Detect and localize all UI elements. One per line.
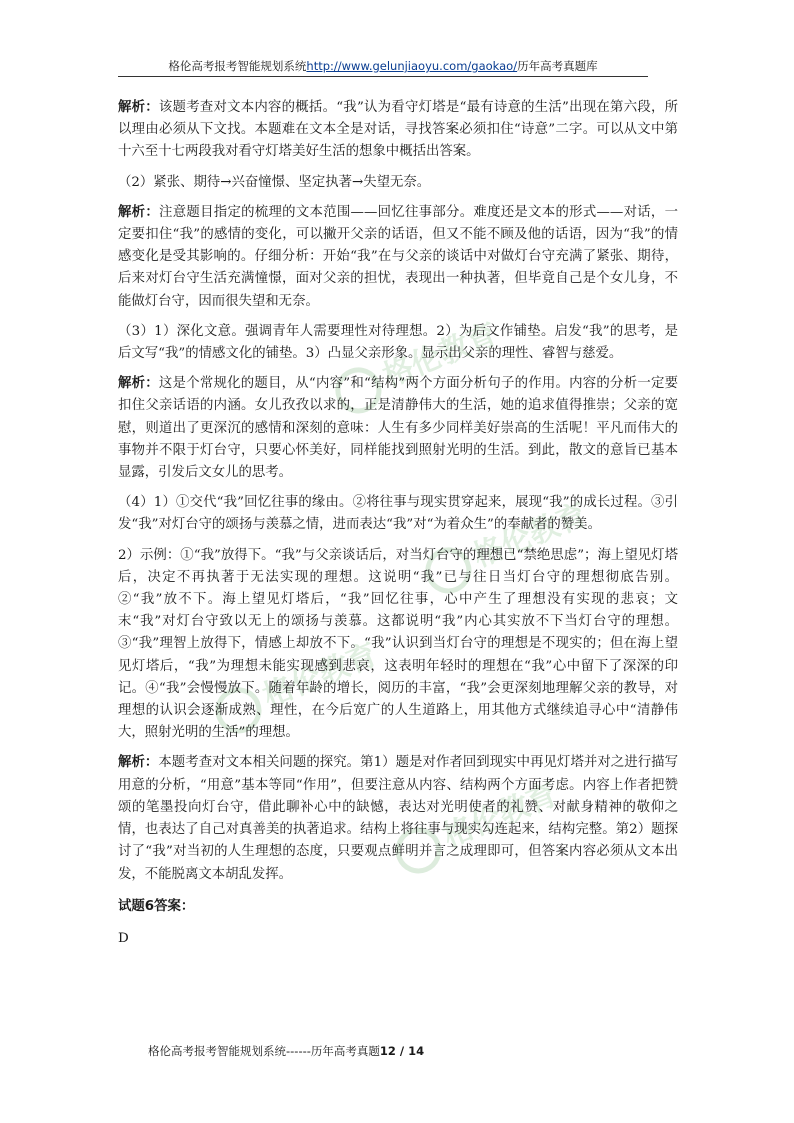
footer-text: 格伦高考报考智能规划系统------历年高考真题 xyxy=(148,1044,380,1058)
paragraph-label: 解析： xyxy=(118,755,159,771)
answer-value xyxy=(118,928,678,950)
paragraph xyxy=(118,492,678,536)
page-number: 12 / 14 xyxy=(379,1044,425,1058)
paragraph xyxy=(118,373,678,484)
paragraph-text: 2）示例：①“我”放得下。“我”与父亲谈话后，对当灯台守的理想已“禁绝思虑”；海上望见灯塔后，决定不再执著于无法实现的理想。这说明“我”已与往日当灯台守的理想彻底告别。②“我”放不下。海上望见灯塔后，“我”回忆往事，心中产生了理想没有实现的悲哀；文末“我”对灯台守致以无上的颂扬与羡慕。这都说明“我”内心其实放不下当灯台守的理想。③“我”理智上放得下，情感上却放不下。“我”认识到当灯台守的理想是不现实的；但在海上望见灯塔后，“我”为理想未能实现感到悲哀，这表明年轻时的理想在“我”心中留下了深深的印记。④“我”会慢慢放下。随着年龄的增长，阅历的丰富，“我”会更深刻地理解父亲的教导，对理想的认识会逐渐成熟、理性，在今后宽广的人生道路上，用其他方式继续追寻心中“清静伟大，照射光明的生活”的理想。 xyxy=(118,547,678,741)
paragraph-text: D xyxy=(118,930,129,946)
header-suffix: 历年高考真题库 xyxy=(517,59,598,73)
watermark-text: 格伦教育 xyxy=(258,637,383,715)
paragraph-label: 解析： xyxy=(118,376,159,392)
paragraph xyxy=(118,202,678,313)
paragraph-label: 解析： xyxy=(118,100,159,115)
paragraph-text: 本题考查对文本相关问题的探究。第1）题是对作者回到现实中再见灯塔并对之进行描写用意的分析，“用意”基本等同“作用”，但要注意从内容、结构两个方面考虑。内容上作者把赞颂的笔墨投向灯台守，借此聊补心中的缺憾，表达对光明使者的礼赞、对献身精神的敬仰之情，也表达了自己对真善美的执著追求。结构上将往事与现实勾连起来，结构完整。第2）题探讨了“我”对当初的人生理想的态度，只要观点鲜明并言之成理即可，但答案内容必须从文本出发，不能脱离文本胡乱发挥。 xyxy=(118,755,678,882)
watermark-text: 格伦教育 xyxy=(468,497,593,575)
page-header xyxy=(118,58,648,77)
header-prefix: 格伦高考报考智能规划系统 xyxy=(168,59,307,73)
paragraph xyxy=(118,97,678,164)
paragraph-text: 这是个常规化的题目，从“内容”和“结构”两个方面分析句子的作用。内容的分析一定要扣住父亲话语的内涵。女儿孜孜以求的，正是清静伟大的生活，她的追求值得推崇；父亲的宽慰，则道出了更深沉的感情和深刻的意味：人生有多少同样美好崇高的生活呢！平凡而伟大的事物并不限于灯台守，只要心怀美好，同样能找到照射光明的生活。到此，散文的意旨已基本显露，引发后文女儿的思考。 xyxy=(118,376,678,481)
paragraph xyxy=(118,752,678,885)
paragraph-text: （3）1）深化文意。强调青年人需要理性对待理想。2）为后文作铺垫。启发“我”的思考，是后文写“我”的情感文化的铺垫。3）凸显父亲形象。显示出父亲的理性、睿智与慈爱。 xyxy=(118,323,678,362)
paragraph xyxy=(118,545,678,745)
paragraph-text: （2）紧张、期待→兴奋憧憬、坚定执著→失望无奈。 xyxy=(118,174,431,190)
watermark-text: 格伦教育 xyxy=(438,777,563,855)
paragraph-text: 注意题目指定的梳理的文本范围——回忆往事部分。难度还是文本的形式——对话，一定要扣住“我”的感情的变化，可以撇开父亲的话语，但又不能不顾及他的话语，因为“我”的情感变化是受其影响的。仔细分析：开始“我”在与父亲的谈话中对做灯台守充满了紧张、期待，后来对灯台守生活充满憧憬，面对父亲的担忧，表现出一种执著，但毕竟自己是个女儿身，不能做灯台守，因而很失望和无奈。 xyxy=(118,204,679,309)
paragraph xyxy=(118,321,678,365)
question-answer-heading xyxy=(118,896,678,918)
paragraph-label: 试题6答案： xyxy=(118,898,195,914)
page-footer xyxy=(148,1043,424,1059)
paragraph xyxy=(118,172,678,194)
header-url-link[interactable]: http://www.gelunjiaoyu.com/gaokao/ xyxy=(306,59,518,73)
paragraph-text: 该题考查对文本内容的概括。“我”认为看守灯塔是“最有诗意的生活”出现在第六段，所以理由必须从下文找。本题难在文本全是对话，寻找答案必须扣住“诗意”二字。可以从文中第十六至十七两段我对看守灯塔美好生活的想象中概括出答案。 xyxy=(118,100,678,160)
paragraph-label: 解析： xyxy=(118,204,160,220)
paragraph-text: （4）1）①交代“我”回忆往事的缘由。②将往事与现实贯穿起来，展现“我”的成长过程。③引发“我”对灯台守的颂扬与羡慕之情，进而表达“我”对“为着众生”的奉献者的赞美。 xyxy=(118,495,678,533)
document-body xyxy=(118,97,678,958)
watermark-text: 格伦教育 xyxy=(378,317,503,395)
